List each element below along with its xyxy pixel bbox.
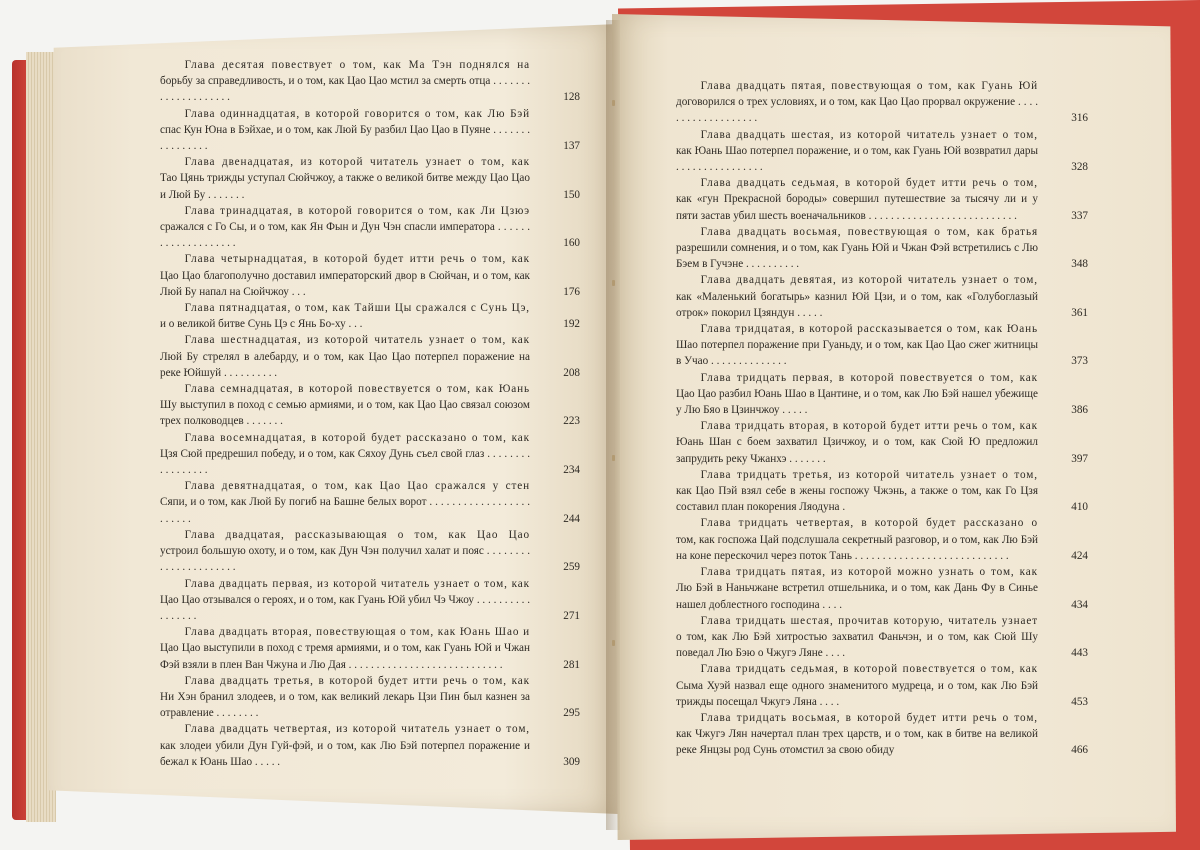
toc-page-number: 192	[563, 318, 580, 331]
toc-entry	[160, 673, 580, 722]
toc-entry-text: Глава двадцать четвертая, из которой читатель узнает о том, как злодеи убили Дун Гуй-фэй, и о том, как Лю Бэй потерпел поражение и бежал к Юань Шао . . . . .	[160, 723, 530, 768]
toc-entry	[160, 106, 580, 155]
toc-entry-text: Глава тридцать третья, из которой читатель узнает о том, как Цао Пэй взял себе в жены госпожу Чжэнь, а также о том, как Го Цзя составил план покорения Ляодуна .	[676, 468, 1038, 514]
toc-entry-text: Глава двадцать третья, в которой будет итти речь о том, как Ни Хэн бранил злодеев, и о том, как великий лекарь Цзи Пин был казнен за отравление . . . . . . . .	[160, 674, 530, 720]
toc-entry-text: Глава четырнадцатая, в которой будет итти речь о том, как Цао Цао благополучно доставил императорский двор в Сюйчан, и о том, как Люй Бу напал на Сюйчжоу . . .	[160, 253, 530, 298]
toc-entry-text: Глава одиннадцатая, в которой говорится о том, как Лю Бэй спас Кун Юна в Бэйхае, и о том, как Люй Бу разбил Цао Цао в Пуяне . . . . . . . . . . . . . . . .	[160, 107, 530, 153]
toc-entry	[160, 576, 580, 625]
toc-page-number: 128	[563, 91, 580, 104]
toc-entry-text: Глава тридцать шестая, прочитав которую, читатель узнает о том, как Лю Бэй хитростью захватил Фаньчэн, и о том, как Сюй Шу поведал Лю Бэю о Чжугэ Ляне . . . .	[676, 614, 1038, 660]
toc-entry	[160, 624, 580, 673]
toc-entry-text: Глава двадцать первая, из которой читатель узнает о том, как Цао Цао отзывался о героях, и о том, как Гуань Юй убил Чэ Чжоу . . . . . . . . . . . . . . . . .	[160, 577, 530, 622]
toc-page-number: 466	[1071, 744, 1088, 757]
toc-page-number: 424	[1071, 549, 1088, 562]
toc-page-number: 316	[1071, 112, 1088, 125]
toc-left-column	[160, 57, 580, 770]
toc-page-number: 453	[1071, 695, 1088, 708]
toc-entry	[676, 224, 1088, 273]
toc-entry-text: Глава девятнадцатая, о том, как Цао Цао сражался у стен Сяпи, и о том, как Люй Бу погиб на Башне белых ворот . . . . . . . . . . . . . . . . . . . . . . . .	[160, 480, 530, 525]
toc-entry-text: Глава тридцать пятая, из которой можно узнать о том, как Лю Бэй в Наньчжане встретил отшельника, и о том, как Дань Фу в Синье нашел доблестного господина . . . .	[676, 566, 1038, 611]
toc-entry	[160, 203, 580, 252]
toc-entry	[160, 721, 580, 770]
toc-page-number: 208	[563, 366, 580, 379]
toc-entry-text: Глава тринадцатая, в которой говорится о том, как Ли Цзюэ сражался с Го Сы, и о том, как Ян Фын и Дун Чэн спасли императора . . . . . . . . . . . . . . . . . . . .	[160, 204, 530, 250]
toc-entry-text: Глава тридцать четвертая, в которой будет рассказано о том, как госпожа Цай подслушала секретный разговор, и о том, как Лю Бэй на коне перескочил через поток Тань . . . . . . . . . . . . . . . . . . . . . . . . . . . .	[676, 517, 1038, 562]
toc-entry-text: Глава шестнадцатая, из которой читатель узнает о том, как Люй Бу стрелял в алебарду, и о том, как Цао Цао потерпел поражение на реке Юйшуй . . . . . . . . . .	[160, 334, 530, 379]
toc-entry	[160, 527, 580, 576]
toc-entry-text: Глава тридцать первая, в которой повествуется о том, как Цао Цао разбил Юань Шао в Цантине, и о том, как Лю Бэй нашел убежище у Лю Бяо в Цзинчжоу . . . . .	[676, 371, 1038, 417]
book-gutter	[606, 20, 620, 830]
toc-entry	[676, 710, 1088, 759]
toc-page-number: 160	[563, 237, 580, 250]
toc-page-number: 234	[563, 464, 580, 477]
binding-stitch	[612, 280, 615, 286]
toc-entry-text: Глава семнадцатая, в которой повествуется о том, как Юань Шу выступил в поход с семью армиями, и о том, как Цао Цао связал союзом трех полководцев . . . . . . .	[160, 383, 530, 428]
toc-entry-text: Глава пятнадцатая, о том, как Тайши Цы сражался с Сунь Цэ, и о великой битве Сунь Цэ с Янь Бо-ху . . .	[160, 302, 530, 331]
toc-page-number: 244	[563, 512, 580, 525]
toc-page-number: 309	[563, 755, 580, 768]
toc-page-number: 281	[563, 658, 580, 671]
binding-stitch	[612, 455, 615, 461]
toc-entry-text: Глава двадцать пятая, повествующая о том, как Гуань Юй договорился о трех условиях, и о том, как Цао Цао прорвал окружение . . . . . . . . . . . . . . . . . . .	[676, 80, 1038, 125]
toc-entry	[160, 300, 580, 332]
toc-entry	[676, 564, 1088, 613]
toc-entry-text: Глава двадцатая, рассказывающая о том, как Цао Цао устроил большую охоту, и о том, как Дун Чэн получил халат и пояс . . . . . . . . . . . . . . . . . . . . . .	[160, 528, 530, 574]
toc-right-column	[676, 78, 1088, 759]
toc-page-number: 176	[563, 285, 580, 298]
toc-entry	[676, 321, 1088, 370]
toc-page-number: 397	[1071, 452, 1088, 465]
toc-page-number: 434	[1071, 598, 1088, 611]
toc-entry-text: Глава двадцать седьмая, в которой будет итти речь о том, как «гун Прекрасной бороды» совершил путешествие за тысячу ли и у пяти застав убил шесть военачальников . . . . . . . . . . . . . . . . . . . . . . . . . . .	[676, 177, 1038, 222]
toc-page-number: 328	[1071, 161, 1088, 174]
toc-page-number: 443	[1071, 647, 1088, 660]
toc-entry	[160, 332, 580, 381]
toc-entry	[676, 175, 1088, 224]
toc-entry-text: Глава тридцать восьмая, в которой будет итти речь о том, как Чжугэ Лян начертал план трех царств, и о том, как в битве на великой реке Янцзы род Сунь отомстил за свою обиду	[676, 711, 1038, 757]
toc-entry	[160, 154, 580, 203]
toc-page-number: 386	[1071, 404, 1088, 417]
toc-entry	[676, 613, 1088, 662]
toc-page-number: 259	[563, 561, 580, 574]
toc-entry	[676, 661, 1088, 710]
toc-page-number: 373	[1071, 355, 1088, 368]
toc-page-number: 361	[1071, 306, 1088, 319]
toc-entry-text: Глава двадцать девятая, из которой читатель узнает о том, как «Маленький богатырь» казнил Юй Цзи, и о том, как «Голубоглазый отрок» покорил Цзяндун . . . . .	[676, 274, 1038, 319]
toc-entry	[160, 430, 580, 479]
toc-entry	[676, 418, 1088, 467]
toc-page-number: 337	[1071, 209, 1088, 222]
toc-page-number: 223	[563, 415, 580, 428]
toc-entry-text: Глава тридцатая, в которой рассказывается о том, как Юань Шао потерпел поражение при Гуаньду, и о том, как Цао Цао сжег житницы в Учао . . . . . . . . . . . . . .	[676, 323, 1038, 368]
toc-entry-text: Глава двадцать вторая, повествующая о том, как Юань Шао и Цао Цао выступили в поход с тремя армиями, и о том, как Гуань Юй и Чжан Фэй взяли в плен Ван Чжуна и Лю Дая . . . . . . . . . . . . . . . . . . . . . . . . . . . .	[160, 626, 530, 671]
toc-entry-text: Глава двадцать восьмая, повествующая о том, как братья разрешили сомнения, и о том, как Гуань Юй и Чжан Фэй встретились с Лю Бэем в Гучэне . . . . . . . . . .	[676, 225, 1038, 271]
toc-entry	[676, 272, 1088, 321]
toc-page-number: 271	[563, 609, 580, 622]
toc-entry-text: Глава тридцать седьмая, в которой повествуется о том, как Сыма Хуэй назвал еще одного знаменитого мудреца, и о том, как Лю Бэй трижды посещал Чжугэ Ляна . . . .	[676, 663, 1038, 708]
toc-entry	[160, 478, 580, 527]
toc-entry	[676, 515, 1088, 564]
binding-stitch	[612, 100, 615, 106]
toc-entry-text: Глава восемнадцатая, в которой будет рассказано о том, как Цзя Сюй предрешил победу, и о том, как Сяхоу Дунь съел свой глаз . . . . . . . . . . . . . . . . .	[160, 431, 530, 477]
toc-page-number: 410	[1071, 501, 1088, 514]
toc-entry	[160, 251, 580, 300]
toc-page-number: 295	[563, 707, 580, 720]
toc-entry	[676, 467, 1088, 516]
toc-entry	[676, 78, 1088, 127]
toc-entry	[676, 370, 1088, 419]
toc-entry-text: Глава десятая повествует о том, как Ма Тэн поднялся на борьбу за справедливость, и о том, как Цао Цао мстил за смерть отца . . . . . . . . . . . . . . . . . . . .	[160, 59, 530, 104]
toc-entry-text: Глава двенадцатая, из которой читатель узнает о том, как Тао Цянь трижды уступал Сюйчжоу, а также о великой битве между Цао Цао и Люй Бу . . . . . . .	[160, 156, 530, 201]
binding-stitch	[612, 640, 615, 646]
toc-entry	[160, 381, 580, 430]
toc-entry	[160, 57, 580, 106]
toc-page-number: 137	[563, 140, 580, 153]
toc-page-number: 348	[1071, 258, 1088, 271]
toc-entry-text: Глава тридцать вторая, в которой будет итти речь о том, как Юань Шан с боем захватил Цзичжоу, и о том, как Сюй Ю предложил запрудить реку Чжанхэ . . . . . . .	[676, 420, 1038, 465]
toc-entry	[676, 127, 1088, 176]
toc-page-number: 150	[563, 188, 580, 201]
toc-entry-text: Глава двадцать шестая, из которой читатель узнает о том, как Юань Шао потерпел поражение, и о том, как Гуань Юй возвратил дары . . . . . . . . . . . . . . . .	[676, 128, 1038, 174]
